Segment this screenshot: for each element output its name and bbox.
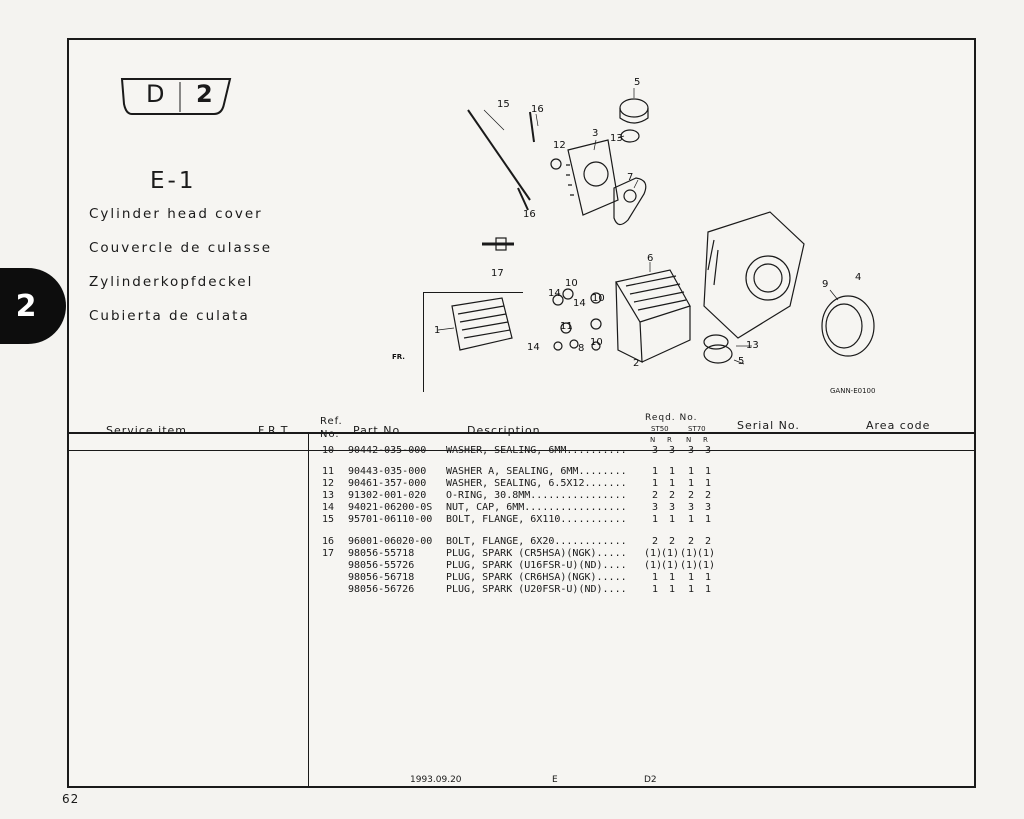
title-spanish: Cubierta de culata <box>89 308 250 324</box>
part-description: WASHER, SEALING, 6.5X12....... <box>446 478 627 489</box>
required-qty: 1 <box>704 478 712 489</box>
ref-number: 11 <box>321 466 334 477</box>
required-qty: 1 <box>704 514 712 525</box>
header-description: Description <box>467 424 541 437</box>
required-qty: 2 <box>687 490 695 501</box>
required-qty: 1 <box>704 572 712 583</box>
required-qty: 1 <box>687 584 695 595</box>
callout-13: 13 <box>610 133 623 144</box>
required-qty: 1 <box>687 466 695 477</box>
required-qty: 1 <box>651 572 659 583</box>
callout-9: 8 <box>578 343 585 354</box>
callout-15: 15 <box>497 99 510 110</box>
drawing-id: GANN-E0100 <box>830 387 876 395</box>
ref-number: 13 <box>321 490 334 501</box>
required-qty: (1) <box>661 560 680 571</box>
required-qty: 3 <box>687 445 695 456</box>
required-qty: 1 <box>651 478 659 489</box>
callout-10c: 10 <box>590 337 603 348</box>
footer-code: D2 <box>644 775 657 785</box>
required-qty: 2 <box>651 490 659 501</box>
callout-5: 5 <box>634 77 641 88</box>
badge-outline <box>118 76 234 122</box>
required-qty: (1) <box>680 560 699 571</box>
callout-12: 12 <box>553 140 566 151</box>
required-qty: 2 <box>687 536 695 547</box>
title-german: Zylinderkopfdeckel <box>89 274 254 290</box>
part-number: 91302-001-020 <box>348 490 427 501</box>
part-description: O-RING, 30.8MM................ <box>446 490 627 501</box>
part-number: 94021-06200-0S <box>348 502 433 513</box>
part-description: PLUG, SPARK (CR5HSA)(NGK)..... <box>446 548 627 559</box>
ref-number: 12 <box>321 478 334 489</box>
ref-number: 16 <box>321 536 334 547</box>
header-frt: F.R.T. <box>258 424 292 437</box>
section-badge <box>118 76 234 122</box>
ref-number: 17 <box>321 548 334 559</box>
callout-14c: 14 <box>527 342 540 353</box>
callout-4: 4 <box>855 272 862 283</box>
required-qty: 2 <box>704 490 712 501</box>
required-qty: (1) <box>697 560 716 571</box>
exploded-diagram <box>418 70 888 410</box>
required-qty: 1 <box>668 478 676 489</box>
callout-14: 14 <box>548 288 561 299</box>
title-english: Cylinder head cover <box>89 206 263 222</box>
callout-11: 11 <box>560 321 573 332</box>
required-qty: (1) <box>680 548 699 559</box>
required-qty: 1 <box>704 584 712 595</box>
chapter-tab <box>0 268 66 344</box>
required-qty: 1 <box>668 572 676 583</box>
required-qty: 2 <box>668 536 676 547</box>
required-qty: (1) <box>661 548 680 559</box>
required-qty: 1 <box>687 478 695 489</box>
callout-10: 10 <box>565 278 578 289</box>
callout-2: 2 <box>633 358 640 369</box>
required-qty: (1) <box>697 548 716 559</box>
chapter-number: 2 <box>15 288 37 324</box>
footer-letter: E <box>552 775 558 785</box>
callout-6: 6 <box>647 253 654 264</box>
part-number: 98056-55726 <box>348 560 415 571</box>
header-sub-n2: N <box>686 436 692 444</box>
part-description: WASHER A, SEALING, 6MM........ <box>446 466 627 477</box>
header-reqd-no: Reqd. No. <box>645 413 698 423</box>
required-qty: 3 <box>668 445 676 456</box>
header-serial-no: Serial No. <box>737 419 800 432</box>
part-description: NUT, CAP, 6MM................. <box>446 502 627 513</box>
required-qty: 3 <box>704 502 712 513</box>
required-qty: 1 <box>668 514 676 525</box>
required-qty: 1 <box>687 514 695 525</box>
part-description: PLUG, SPARK (CR6HSA)(NGK)..... <box>446 572 627 583</box>
header-ref-2: No. <box>320 429 340 440</box>
callout-10b: 10 <box>592 293 605 304</box>
header-sub-r1: R <box>667 436 672 444</box>
header-model-a: ST50 <box>651 425 669 433</box>
header-model-b: ST70 <box>688 425 706 433</box>
figure-code: E-1 <box>150 168 197 194</box>
part-number: 95701-06110-00 <box>348 514 433 525</box>
part-number: 98056-55718 <box>348 548 415 559</box>
callout-1: 1 <box>434 325 441 336</box>
part-description: BOLT, FLANGE, 6X110........... <box>446 514 627 525</box>
callout-7: 7 <box>627 172 634 183</box>
part-number: 96001-06020-00 <box>348 536 433 547</box>
part-number: 90442-035-000 <box>348 445 427 456</box>
required-qty: 3 <box>687 502 695 513</box>
header-sub-n1: N <box>650 436 656 444</box>
required-qty: 1 <box>668 584 676 595</box>
callout-3: 3 <box>592 128 599 139</box>
required-qty: 3 <box>651 502 659 513</box>
required-qty: 3 <box>651 445 659 456</box>
callout-16: 16 <box>531 104 544 115</box>
required-qty: (1) <box>644 548 663 559</box>
part-description: PLUG, SPARK (U20FSR-U)(ND).... <box>446 584 627 595</box>
header-ref-1: Ref. <box>320 416 343 427</box>
callout-16b: 16 <box>523 209 536 220</box>
required-qty: 1 <box>651 584 659 595</box>
part-number: 90443-035-000 <box>348 466 427 477</box>
front-direction-label: FR. <box>392 353 405 361</box>
part-number: 90461-357-000 <box>348 478 427 489</box>
badge-digit: 2 <box>196 80 213 108</box>
header-area-code: Area code <box>866 419 931 432</box>
callout-17: 17 <box>491 268 504 279</box>
part-number: 98056-56718 <box>348 572 415 583</box>
required-qty: 1 <box>687 572 695 583</box>
required-qty: 2 <box>651 536 659 547</box>
ref-number: 10 <box>321 445 334 456</box>
page-number: 62 <box>62 792 80 806</box>
required-qty: (1) <box>644 560 663 571</box>
badge-letter: D <box>146 80 165 108</box>
part-description: PLUG, SPARK (U16FSR-U)(ND).... <box>446 560 627 571</box>
callout-5b: 5 <box>738 356 745 367</box>
ref-number: 15 <box>321 514 334 525</box>
required-qty: 3 <box>668 502 676 513</box>
header-sub-r2: R <box>703 436 708 444</box>
callout-14b: 14 <box>573 298 586 309</box>
required-qty: 3 <box>704 445 712 456</box>
ref-number: 14 <box>321 502 334 513</box>
required-qty: 1 <box>704 466 712 477</box>
header-part-no: Part No. <box>353 424 405 437</box>
required-qty: 2 <box>668 490 676 501</box>
callout-13b: 13 <box>746 340 759 351</box>
required-qty: 1 <box>668 466 676 477</box>
part-description: WASHER, SEALING, 6MM.......... <box>446 445 627 456</box>
part-number: 98056-56726 <box>348 584 415 595</box>
column-divider <box>308 432 309 786</box>
footer-date: 1993.09.20 <box>410 775 462 785</box>
callout-8: 9 <box>822 279 829 290</box>
required-qty: 1 <box>651 466 659 477</box>
required-qty: 1 <box>651 514 659 525</box>
required-qty: 2 <box>704 536 712 547</box>
header-service-item: Service item <box>106 424 188 437</box>
title-french: Couvercle de culasse <box>89 240 273 256</box>
part-description: BOLT, FLANGE, 6X20............ <box>446 536 627 547</box>
